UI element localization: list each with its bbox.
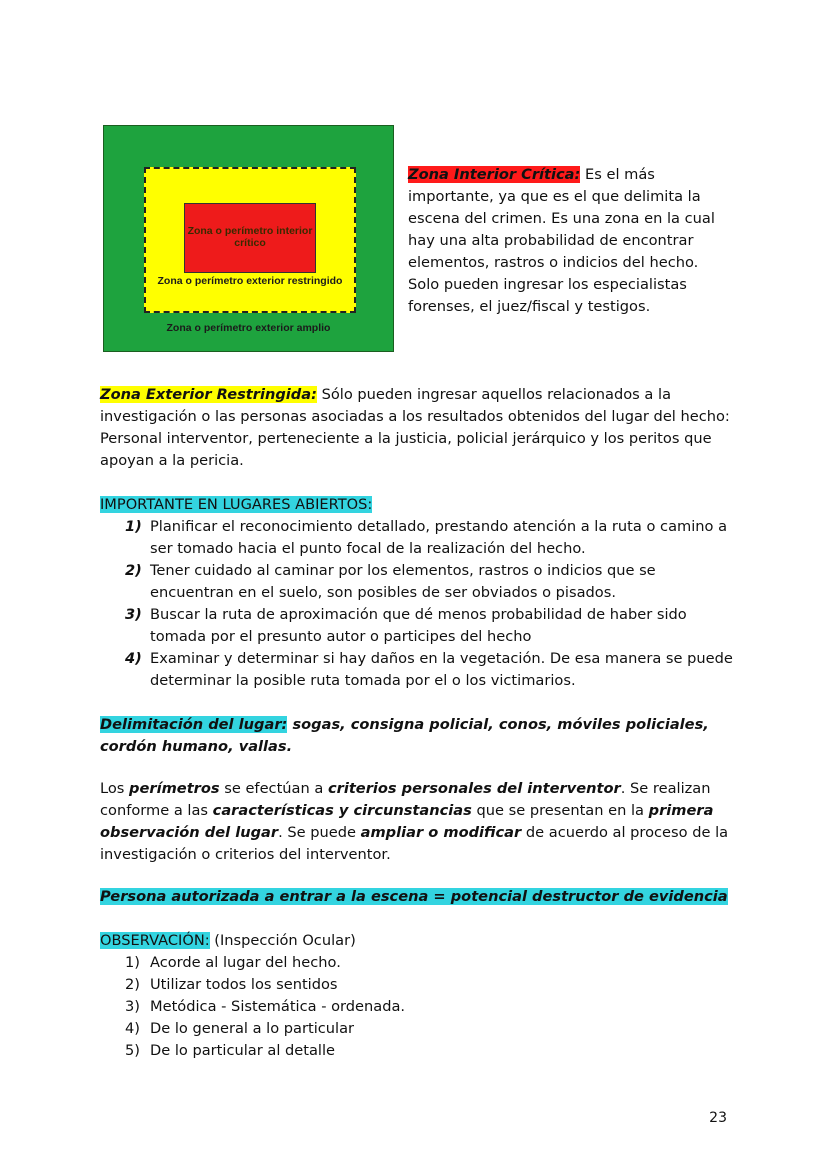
delimitation-paragraph xyxy=(100,714,730,758)
text-run: se efectúan a xyxy=(219,780,328,797)
list-item-text: Acorde al lugar del hecho. xyxy=(150,954,341,971)
list-item xyxy=(100,996,740,1018)
observation-title: OBSERVACIÓN: xyxy=(100,932,210,949)
outer-zone-label: Zona o perímetro exterior amplio xyxy=(166,322,331,334)
important-list xyxy=(100,516,740,692)
exterior-zone-title: Zona Exterior Restringida: xyxy=(100,386,317,403)
perimeters-paragraph xyxy=(100,778,730,866)
emphasis-run: perímetros xyxy=(129,780,220,797)
list-item xyxy=(100,560,740,604)
list-item xyxy=(100,974,740,996)
list-number: 1) xyxy=(125,954,140,971)
list-number: 2) xyxy=(125,976,140,993)
list-number: 5) xyxy=(125,1042,140,1059)
list-item xyxy=(100,604,740,648)
emphasis-run: primera observación del lugar xyxy=(100,802,714,841)
list-item-text: Metódica - Sistemática - ordenada. xyxy=(150,998,406,1015)
restricted-zone-label: Zona o perímetro exterior restringido xyxy=(157,275,343,287)
text-run: . Se puede xyxy=(278,824,361,841)
delimitation-title: Delimitación del lugar: xyxy=(100,716,288,733)
emphasis-run: características y circunstancias xyxy=(212,802,472,819)
list-item-text: De lo general a lo particular xyxy=(150,1020,355,1037)
page-number: 23 xyxy=(709,1110,727,1126)
delimitation-text: sogas, consigna policial, conos, móviles policiales, cordón humano, vallas. xyxy=(100,716,709,755)
list-number: 3) xyxy=(125,606,142,623)
interior-zone-text: Es el más importante, ya que es el que delimita la escena del crimen. Es una zona en la cual hay una alta probabilidad de encontrar elementos, rastros o indicios del hecho. Solo pueden ingresar los especialistas forenses, el juez/fiscal y testigos. xyxy=(408,166,715,315)
important-heading xyxy=(100,494,730,516)
list-item-text: Examinar y determinar si hay daños en la vegetación. De esa manera se puede determinar la posible ruta tomada por el o los victimarios. xyxy=(150,650,733,689)
exterior-zone-paragraph xyxy=(100,384,730,472)
list-item xyxy=(100,648,740,692)
observation-heading xyxy=(100,930,730,952)
exterior-zone-text: Sólo pueden ingresar aquellos relacionados a la investigación o las personas asociadas a los resultados obtenidos del lugar del hecho: Personal interventor, perteneciente a la justicia, policial jerárquico y los peritos que apoyan a la pericia. xyxy=(100,386,730,469)
interior-zone-label: Zona o perímetro interior crítico xyxy=(187,225,313,249)
emphasis-run: criterios personales del interventor xyxy=(327,780,621,797)
interior-zone-description xyxy=(408,164,728,318)
important-title: IMPORTANTE EN LUGARES ABIERTOS: xyxy=(100,496,373,513)
interior-critical-zone xyxy=(184,203,316,273)
list-item xyxy=(100,1018,740,1040)
list-item-text: Buscar la ruta de aproximación que dé menos probabilidad de haber sido tomada por el presunto autor o participes del hecho xyxy=(150,606,687,645)
list-number: 4) xyxy=(125,1020,140,1037)
observation-subtitle: (Inspección Ocular) xyxy=(209,932,356,949)
list-item xyxy=(100,1040,740,1062)
authorized-person-text: Persona autorizada a entrar a la escena = potencial destructor de evidencia xyxy=(100,888,728,905)
list-number: 4) xyxy=(125,650,142,667)
list-item xyxy=(100,516,740,560)
list-number: 2) xyxy=(125,562,142,579)
list-item xyxy=(100,952,740,974)
emphasis-run: ampliar o modificar xyxy=(360,824,522,841)
exterior-restricted-zone xyxy=(144,167,356,313)
perimeter-diagram xyxy=(103,125,394,352)
text-run: que se presentan en la xyxy=(471,802,649,819)
observation-list xyxy=(100,952,740,1062)
list-item-text: Planificar el reconocimiento detallado, prestando atención a la ruta o camino a ser tomado hacia el punto focal de la realización del hecho. xyxy=(150,518,728,557)
text-run: . Se realizan conforme a las xyxy=(100,780,711,819)
authorized-person-paragraph xyxy=(100,886,730,908)
text-run: Los xyxy=(100,780,130,797)
interior-zone-title: Zona Interior Crítica: xyxy=(408,166,581,183)
list-item-text: De lo particular al detalle xyxy=(150,1042,336,1059)
list-number: 3) xyxy=(125,998,140,1015)
text-run: de acuerdo al proceso de la investigación o criterios del interventor. xyxy=(100,824,729,863)
list-item-text: Utilizar todos los sentidos xyxy=(150,976,338,993)
list-item-text: Tener cuidado al caminar por los elementos, rastros o indicios que se encuentran en el suelo, son posibles de ser obviados o pisados. xyxy=(150,562,656,601)
list-number: 1) xyxy=(125,518,142,535)
